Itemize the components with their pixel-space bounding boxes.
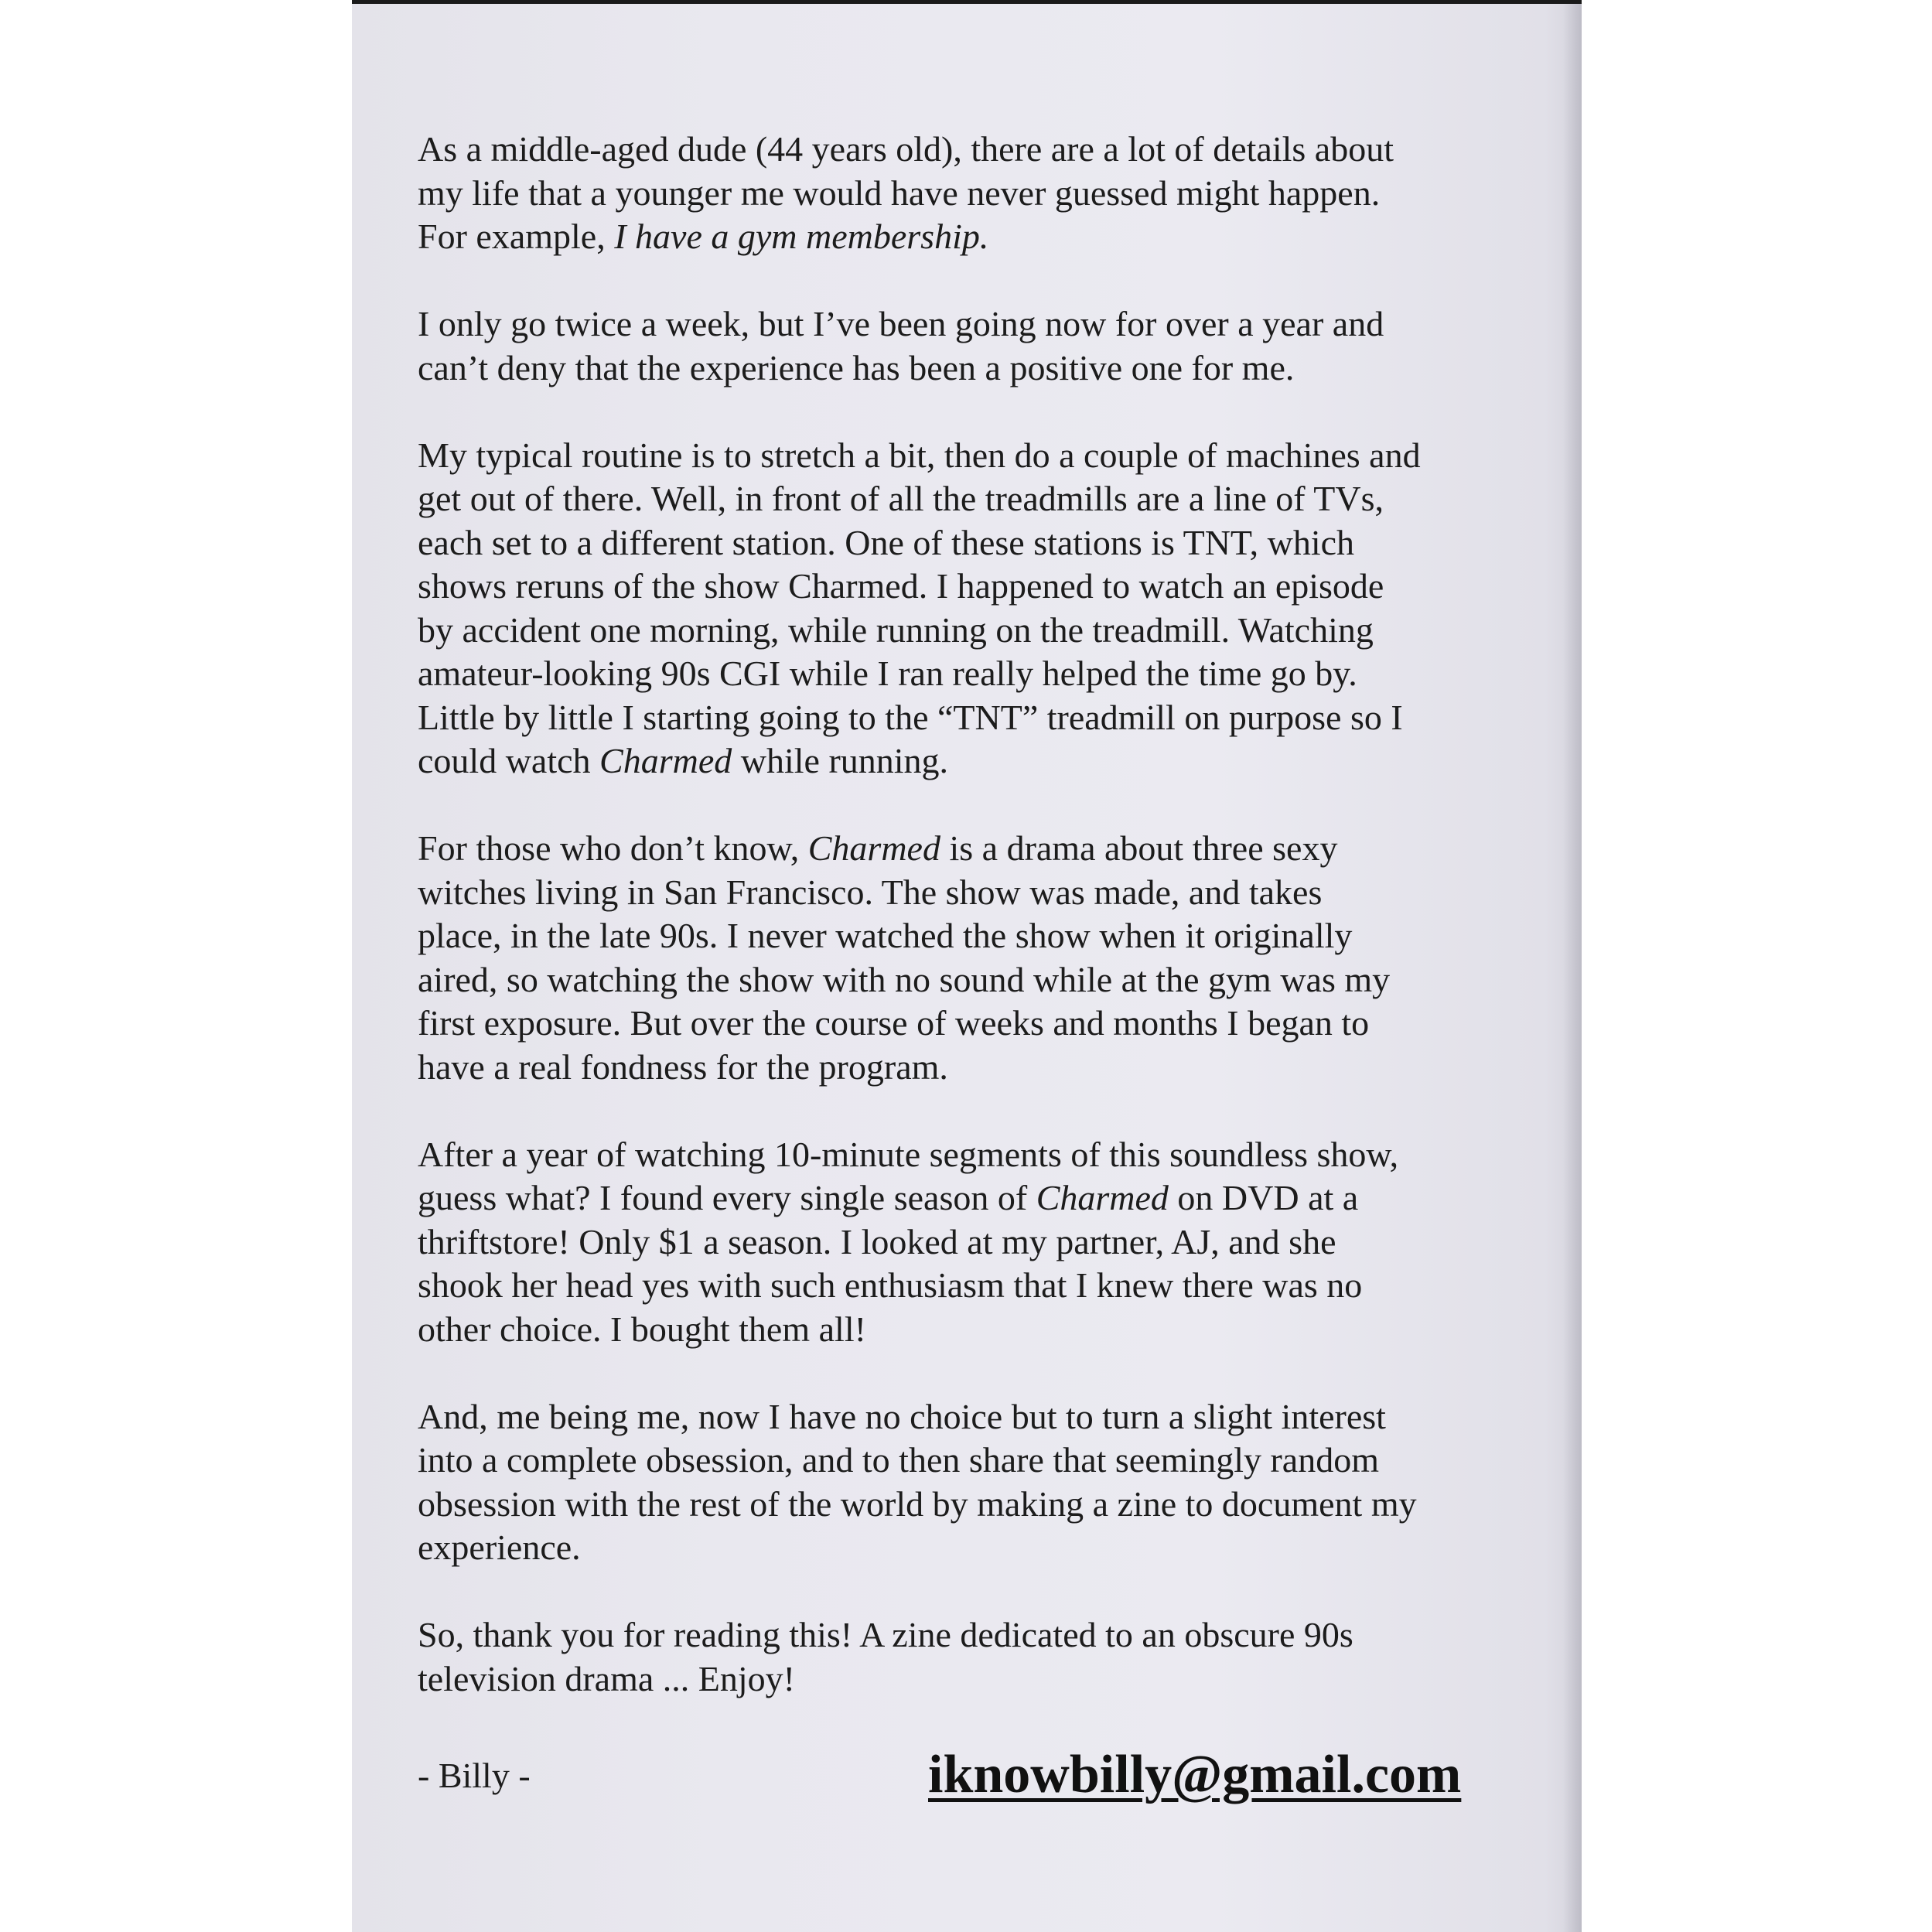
- p3-line-7: Little by little I starting going to the “TNT” treadmill on purpose so I: [418, 697, 1403, 737]
- p1-line-1: As a middle-aged dude (44 years old), there are a lot of details about: [418, 129, 1394, 169]
- p7-line-2: television drama ... Enjoy!: [418, 1658, 795, 1698]
- p4-line-1-post: is a drama about three sexy: [940, 828, 1338, 868]
- p3-line-2: get out of there. Well, in front of all the treadmills are a line of TVs,: [418, 479, 1384, 518]
- paragraph-6: [418, 1395, 1531, 1570]
- p4-line-3: place, in the late 90s. I never watched the show when it originally: [418, 916, 1353, 955]
- paragraph-1: [418, 128, 1531, 259]
- p5-line-5: other choice. I bought them all!: [418, 1309, 866, 1349]
- p4-line-1-pre: For those who don’t know,: [418, 828, 808, 868]
- paragraph-3: [418, 434, 1531, 783]
- p7-line-1: So, thank you for reading this! A zine dedicated to an obscure 90s: [418, 1615, 1353, 1654]
- p3-line-4: shows reruns of the show Charmed. I happened to watch an episode: [418, 566, 1384, 606]
- p5-line-2-pre: guess what? I found every single season of: [418, 1178, 1036, 1217]
- p3-italic: Charmed: [599, 741, 732, 780]
- p2-line-2: can’t deny that the experience has been a positive one for me.: [418, 347, 1295, 387]
- p6-line-4: experience.: [418, 1528, 581, 1567]
- paragraph-5: [418, 1133, 1531, 1352]
- p1-line-2: my life that a younger me would have never guessed might happen.: [418, 172, 1381, 213]
- p3-line-5: by accident one morning, while running on the treadmill. Watching: [418, 609, 1374, 650]
- p4-line-4: aired, so watching the show with no sound while at the gym was my: [418, 959, 1391, 999]
- p4-line-6: have a real fondness for the program.: [418, 1046, 948, 1087]
- p2-line-1: I only go twice a week, but I’ve been going now for over a year and: [418, 304, 1384, 343]
- p5-line-3: thriftstore! Only $1 a season. I looked at my partner, AJ, and she: [418, 1221, 1336, 1261]
- contact-email: iknowbilly@gmail.com: [928, 1745, 1462, 1804]
- p4-italic: Charmed: [807, 828, 940, 868]
- p5-line-2-post: on DVD at a: [1168, 1178, 1359, 1217]
- p3-line-3: each set to a different station. One of these stations is TNT, which: [418, 522, 1355, 562]
- signature-row: [418, 1744, 1516, 1806]
- p3-line-6: amateur-looking 90s CGI while I ran really helped the time go by.: [418, 654, 1357, 693]
- page-fold-shadow: [1563, 4, 1582, 1932]
- p3-line-1: My typical routine is to stretch a bit, then do a couple of machines and: [418, 435, 1421, 475]
- p5-line-4: shook her head yes with such enthusiasm that I knew there was no: [418, 1265, 1363, 1305]
- p4-line-2: witches living in San Francisco. The show was made, and takes: [418, 872, 1323, 912]
- p5-italic: Charmed: [1036, 1178, 1169, 1217]
- p1-italic: I have a gym membership.: [614, 217, 989, 256]
- p5-line-1: After a year of watching 10-minute segments of this soundless show,: [418, 1134, 1399, 1174]
- p1-line-3: For example,: [418, 217, 615, 256]
- paragraph-4: [418, 827, 1531, 1089]
- intro-letter: [418, 128, 1531, 1745]
- paragraph-7: [418, 1613, 1531, 1701]
- p4-line-5: first exposure. But over the course of weeks and months I began to: [418, 1003, 1370, 1043]
- author-signature: - Billy -: [418, 1756, 531, 1795]
- p6-line-1: And, me being me, now I have no choice but to turn a slight interest: [418, 1396, 1386, 1436]
- p6-line-2: into a complete obsession, and to then share that seemingly random: [418, 1440, 1379, 1480]
- p3-line-8-post: while running.: [732, 741, 949, 780]
- paragraph-2: [418, 302, 1531, 390]
- zine-page: [352, 4, 1582, 1932]
- p3-line-8-pre: could watch: [418, 741, 600, 780]
- p6-line-3: obsession with the rest of the world by making a zine to document my: [418, 1483, 1417, 1524]
